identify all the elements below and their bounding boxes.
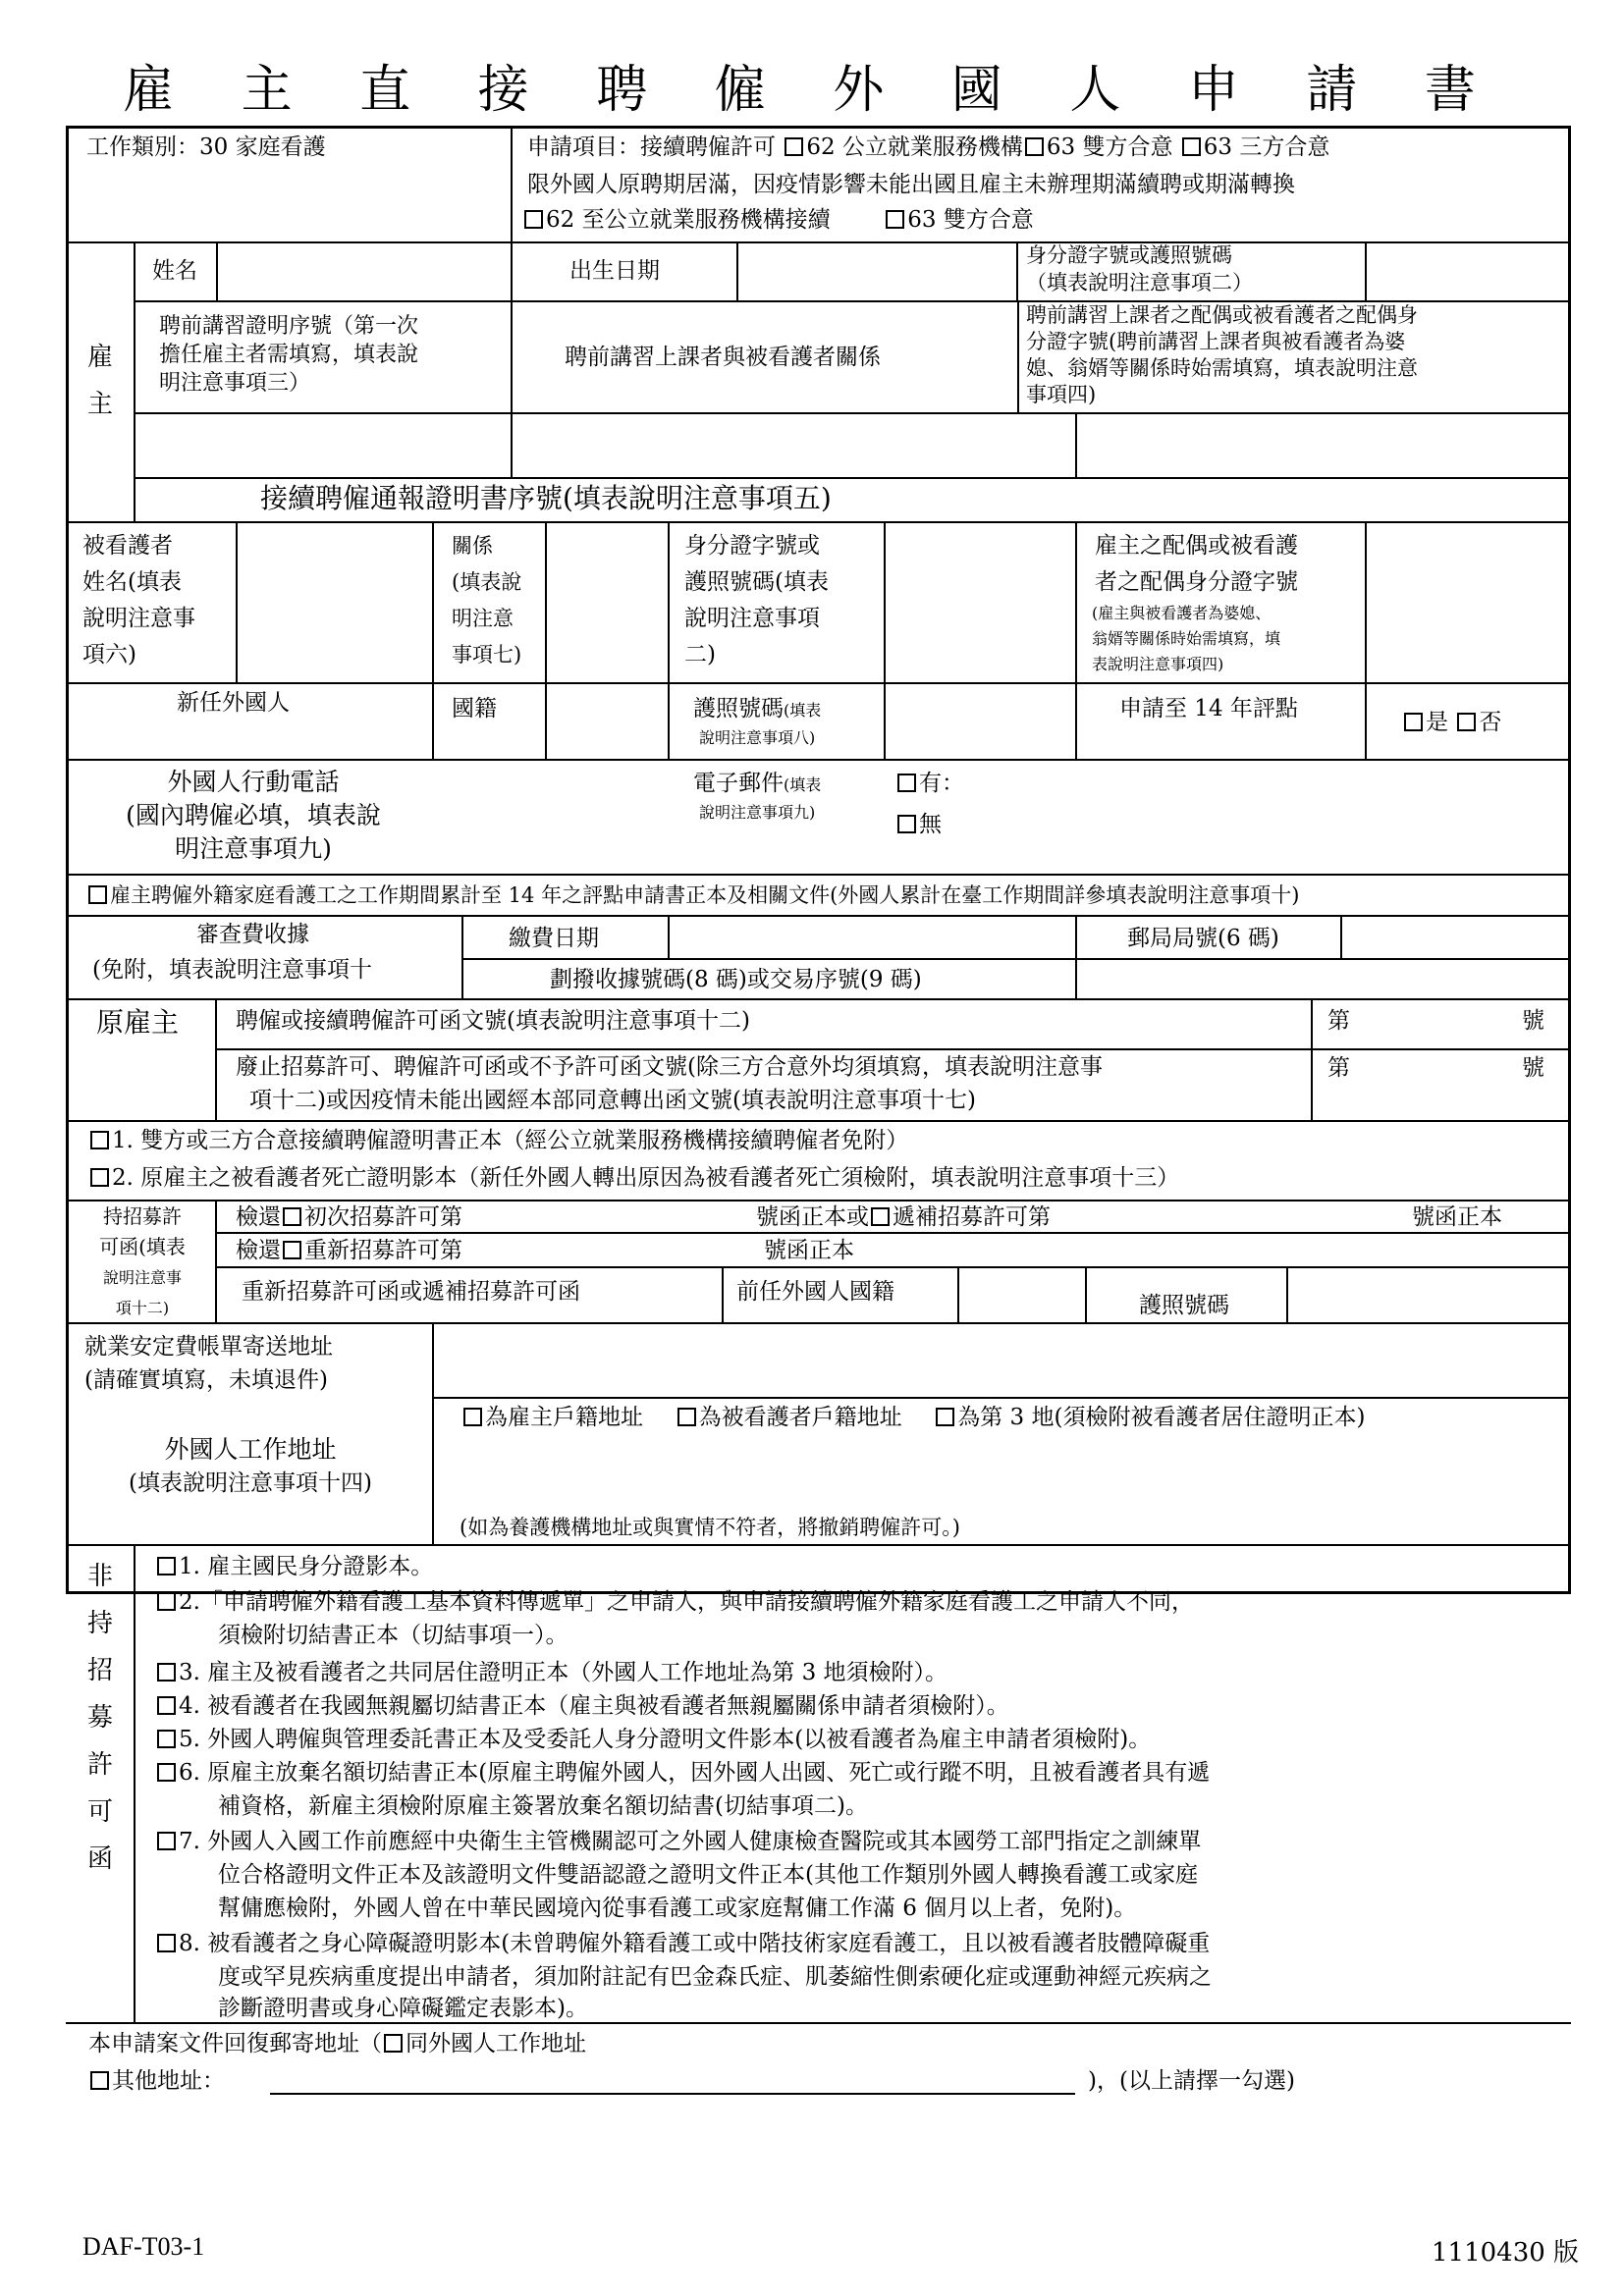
non-permit-item-cont: 診斷證明書或身心障礙鑑定表影本)。 (218, 1996, 588, 2021)
non-permit-item (155, 1826, 1201, 1857)
address-warning: (如為養護機構地址或與實情不符者，將撤銷聘僱許可。) (460, 1516, 960, 1539)
item-text: 1. 雇主國民身分證影本。 (179, 1554, 434, 1579)
rule (215, 998, 217, 1120)
non-permit-item-cont: 幫傭應檢附，外國人曾在中華民國境內從事看護工或家庭幫傭工作滿 6 個月以上者，免附)。 (218, 1896, 1137, 1921)
non-permit-item (155, 1724, 1151, 1755)
label-line: 明注意事項九) (175, 834, 332, 863)
checkbox-63-bilateral-2[interactable] (886, 210, 904, 229)
label-line: 護照號碼(填表 (684, 569, 829, 595)
checkbox-np-3[interactable] (157, 1663, 176, 1682)
pay-date-label: 繳費日期 (509, 926, 599, 951)
label-line: 事項七) (452, 643, 522, 667)
rule (66, 521, 1571, 523)
rule (957, 1266, 959, 1322)
form-code: DAF-T03-1 (82, 2232, 205, 2261)
label-line: 明注意事項三） (159, 371, 311, 396)
non-permit-item-cont: 度或罕見疾病重度提出申請者，須加附註記有巴金森氏症、肌萎縮性側索硬化症或運動神經元疾病之 (218, 1964, 1212, 1990)
opt-label: 63 雙方合意 (1046, 134, 1173, 160)
label-line: 媳、翁婿等關係時始需填寫，填表說明注意 (1026, 356, 1418, 380)
work-address-label (79, 1433, 422, 1500)
checkbox-addr-third[interactable] (936, 1408, 954, 1426)
label-line: 項十二) (115, 1299, 170, 1317)
label-line: 外國人行動電話 (167, 768, 340, 796)
non-permit-item (155, 1551, 433, 1582)
label-line: 項六) (82, 642, 136, 667)
form-title: 雇 主 直 接 聘 僱 外 國 人 申 請 書 (123, 61, 1501, 120)
transfer-no-label: 劃撥收據號碼(8 碼)或交易序號(9 碼) (550, 967, 922, 992)
label-char: 主 (86, 390, 113, 419)
label-line: 持招募許 (103, 1204, 182, 1228)
checkbox-replacement-recruit[interactable] (871, 1207, 890, 1226)
checkbox-63-trilateral[interactable] (1182, 137, 1201, 156)
passport-label (693, 693, 821, 726)
doc-text: 1. 雙方或三方合意接續聘僱證明書正本（經公立就業服務機構接續聘僱者免附） (112, 1128, 909, 1153)
recruit-row1-end: 號函正本 (1412, 1204, 1502, 1230)
rule (511, 241, 513, 477)
checkbox-np-8[interactable] (157, 1934, 176, 1952)
rule (545, 682, 547, 759)
email-label (693, 768, 821, 801)
rule (511, 126, 513, 241)
non-permit-item-cont: 須檢附切結書正本（切結事項一）。 (218, 1623, 568, 1648)
label-line: 事項四) (1026, 383, 1097, 406)
employer-id-label (1026, 241, 1253, 296)
rule (1075, 412, 1077, 477)
receipt-label: 審查費收據 (196, 922, 309, 947)
label-line: （填表說明注意事項二） (1026, 271, 1253, 294)
care-recipient-spouse-note (1092, 601, 1280, 677)
row-text: 檢還 (236, 1238, 281, 1263)
label-line: 聘前講習上課者之配偶或被看護者之配偶身 (1026, 303, 1418, 327)
form-version: 1110430 版 (1432, 2238, 1580, 2268)
checkbox-np-4[interactable] (157, 1696, 176, 1715)
item-text: 4. 被看護者在我國無親屬切結書正本（雇主與被看護者無親屬關係申請者須檢附）。 (179, 1693, 1009, 1719)
label-line: 姓名(填表 (82, 569, 182, 595)
restriction-note: 限外國人原聘期居滿，因疫情影響未能出國且雇主未辦理期滿續聘或期滿轉換 (527, 172, 1295, 197)
opt-label: 62 至公立就業服務機構接續 (546, 207, 831, 233)
rule (461, 915, 463, 998)
label-line: (國內聘僱必填，填表說 (126, 801, 381, 829)
apply-item-row (527, 132, 1329, 163)
rule (236, 521, 238, 682)
rule (1017, 300, 1019, 412)
label-line: 翁婿等關係時始需填寫，填 (1092, 629, 1281, 648)
prev-nationality-label: 前任外國人國籍 (736, 1279, 894, 1305)
label-char: 招 (86, 1656, 113, 1685)
checkbox-62-public[interactable] (785, 137, 803, 156)
checkbox-mail-other[interactable] (90, 2071, 109, 2090)
rule (215, 1266, 1571, 1268)
checkbox-np-6[interactable] (157, 1763, 176, 1782)
work-category: 工作類別：30 家庭看護 (86, 134, 326, 160)
label-line: 說明注意事項 (684, 606, 820, 631)
checkbox-doc-a2[interactable] (90, 1168, 109, 1187)
label-char: 可 (86, 1797, 113, 1827)
opt-label: 無 (919, 812, 942, 837)
rule (134, 412, 1571, 414)
revoke-no-suffix: 號 (1522, 1055, 1544, 1081)
rule (1340, 915, 1342, 958)
label-char: 持 (86, 1609, 113, 1638)
rule (66, 759, 1571, 761)
rule (1365, 521, 1367, 682)
item-text: 3. 雇主及被看護者之共同居住證明正本（外國人工作地址為第 3 地須檢附）。 (179, 1660, 948, 1685)
label-line: (請確實填寫，未填退件) (84, 1367, 328, 1393)
checkbox-addr-recipient[interactable] (677, 1408, 696, 1426)
care-recipient-name-label (82, 528, 195, 673)
checkbox-initial-recruit[interactable] (283, 1207, 301, 1226)
label-line: 關係 (452, 534, 493, 558)
label-line: 擔任雇主者需填寫，填表說 (159, 343, 419, 367)
recruit-row3-label: 重新招募許可函或遞補招募許可函 (242, 1279, 580, 1305)
checkbox-np-1[interactable] (157, 1557, 176, 1575)
label-line: 明注意 (452, 607, 514, 630)
label-line: 說明注意事 (102, 1268, 182, 1287)
original-employer-label: 原雇主 (96, 1006, 180, 1039)
rule (66, 1544, 1571, 1546)
opt-label: 62 公立就業服務機構 (806, 134, 1023, 160)
nationality-label: 國籍 (452, 696, 497, 721)
checkbox-email-no[interactable] (897, 815, 916, 833)
rule (722, 1266, 724, 1322)
passport-label-text: 護照號碼 (693, 696, 784, 721)
passport-note: (填表 (784, 701, 822, 720)
label-line: 外國人工作地址 (164, 1435, 337, 1464)
non-permit-item (155, 1757, 1210, 1789)
label-line: (雇主與被看護者為婆媳、 (1092, 604, 1272, 622)
post-office-label: 郵局局號(6 碼) (1127, 926, 1279, 951)
rule (66, 682, 1571, 684)
item-text: 2.「申請聘僱外籍看護工基本資料傳遞單」之申請人，與申請接續聘僱外籍家庭看護工之申請人不同， (179, 1589, 1194, 1615)
rule (432, 1397, 1571, 1399)
label-line: (填表說 (452, 570, 522, 594)
non-permit-item (155, 1586, 1194, 1618)
permit-no-suffix: 號 (1522, 1008, 1544, 1034)
mailing-tail: )，(以上請擇一勾選) (1088, 2068, 1295, 2094)
training-spouse-label (1026, 302, 1418, 408)
rule (1075, 915, 1077, 998)
rule (1286, 1266, 1288, 1322)
rule (215, 1200, 217, 1322)
checkbox-62-transfer[interactable] (524, 210, 543, 229)
label-line: 雇主之配偶或被看護 (1095, 533, 1298, 559)
label-line: 表說明注意事項四) (1092, 655, 1224, 673)
email-no (895, 809, 942, 840)
opt-label: 63 三方合意 (1203, 134, 1330, 160)
checkbox-re-recruit[interactable] (283, 1241, 301, 1259)
new-worker-label: 新任外國人 (177, 690, 290, 716)
rule (66, 998, 1571, 1000)
points-yes-no (1402, 707, 1501, 738)
checkbox-63-bilateral[interactable] (1025, 137, 1044, 156)
row-text: 檢還 (236, 1204, 281, 1230)
label-char: 許 (86, 1750, 113, 1780)
email-yes (895, 768, 964, 799)
row-text: 號函正本或 (756, 1204, 869, 1230)
continuation-notice-label: 接續聘僱通報證明書序號(填表說明注意事項五) (260, 482, 832, 514)
rule (1075, 521, 1077, 682)
label-line: 廢止招募許可、聘僱許可函或不予許可函文號(除三方合意外均須填寫，填表說明注意事 (236, 1054, 1103, 1080)
rule (432, 521, 434, 759)
rule (668, 915, 670, 958)
checkbox-doc-a1[interactable] (90, 1131, 109, 1149)
checkbox-np-2[interactable] (157, 1592, 176, 1611)
label-char: 非 (86, 1562, 113, 1591)
employer-dob-label: 出生日期 (569, 258, 660, 284)
training-relation-label: 聘前講習上課者與被看護者關係 (565, 345, 881, 370)
rule (1016, 241, 1018, 300)
label-char: 函 (86, 1844, 113, 1874)
rule (736, 241, 738, 300)
checkbox-np-5[interactable] (157, 1730, 176, 1748)
receipt-note: (免附，填表說明注意事項十 (92, 957, 372, 983)
rule (66, 2022, 1571, 2024)
rule (134, 1544, 135, 2022)
label-char: 募 (86, 1703, 113, 1733)
opt-label: 為被看護者戶籍地址 (698, 1405, 902, 1430)
mailing-line1 (88, 2028, 586, 2059)
rule (1075, 682, 1077, 759)
checkbox-addr-employer[interactable] (463, 1408, 482, 1426)
item-text: 6. 原雇主放棄名額切結書正本(原雇主聘僱外國人，因外國人出國、死亡或行蹤不明，且被看護者具有遞 (179, 1760, 1211, 1786)
opt-label: 是 (1426, 710, 1448, 735)
apply-item-label: 申請項目：接續聘僱許可 (527, 134, 776, 160)
label-line: 身分證字號或護照號碼 (1026, 243, 1232, 267)
item-text: 5. 外國人聘僱與管理委託書正本及受委託人身分證明文件影本(以被看護者為雇主申請者須檢附)。 (179, 1727, 1152, 1752)
email-note-line2: 說明注意事項九) (699, 803, 816, 822)
points-statement-text: 雇主聘僱外籍家庭看護工之工作期間累計至 14 年之評點申請書正本及相關文件(外國人累計在臺工作期間詳參填表說明注意事項十) (110, 883, 1300, 907)
recruit-row1-mid (756, 1201, 1051, 1233)
checkbox-points-statement[interactable] (88, 885, 107, 904)
rule (668, 521, 670, 759)
non-permit-item (155, 1690, 1009, 1722)
checkbox-email-yes[interactable] (897, 774, 916, 792)
rule (216, 241, 218, 300)
bill-address-label (84, 1330, 333, 1397)
non-permit-label (82, 1553, 118, 1883)
label-line: 二) (684, 642, 716, 667)
rule (66, 241, 1571, 243)
non-permit-item-cont: 補資格，新雇主須檢附原雇主簽署放棄名額切結書(切結事項二)。 (218, 1793, 868, 1819)
mailing-text: 本申請案文件回復郵寄地址（ (88, 2031, 382, 2056)
opt-label: 有： (919, 771, 964, 796)
rule (884, 521, 886, 759)
row-text: 重新招募許可第 (304, 1238, 462, 1263)
mailing-text: 同外國人工作地址 (406, 2031, 586, 2056)
mailing-text: 其他地址： (112, 2068, 225, 2094)
permit-no-label: 聘僱或接續聘僱許可函文號(填表說明注意事項十二) (236, 1008, 750, 1034)
rule (1085, 1266, 1087, 1322)
checkbox-mail-same[interactable] (384, 2034, 403, 2053)
opt-label: 否 (1479, 710, 1502, 735)
revoke-label (236, 1050, 1103, 1117)
rule (134, 241, 135, 521)
label-char: 雇 (86, 343, 113, 372)
non-permit-item-cont: 位合格證明文件正本及該證明文件雙語認證之證明文件正本(其他工作類別外國人轉換看護工或家庭 (218, 1862, 1198, 1888)
label-line: 分證字號(聘前講習上課者與被看護者為婆 (1026, 330, 1406, 353)
training-no-label (159, 312, 418, 398)
care-recipient-id-label (684, 528, 829, 673)
row-text: 初次招募許可第 (304, 1204, 462, 1230)
label-line: 說明注意事 (82, 606, 195, 631)
mailing-line2 (88, 2065, 225, 2097)
revoke-no-prefix: 第 (1327, 1055, 1350, 1081)
email-note: (填表 (784, 775, 822, 794)
email-label-text: 電子郵件 (693, 771, 784, 796)
employer-name-label: 姓名 (152, 258, 197, 284)
care-recipient-relation-label (452, 528, 521, 673)
doc-item (88, 1125, 908, 1156)
prev-passport-label: 護照號碼 (1139, 1293, 1229, 1318)
rule (134, 477, 1571, 479)
rule (461, 958, 1571, 960)
label-line: 被看護者 (82, 533, 173, 559)
work-address-options (461, 1402, 1365, 1433)
label-line: 身分證字號或 (684, 533, 820, 559)
checkbox-points-yes[interactable] (1404, 713, 1423, 731)
rule (432, 1322, 434, 1544)
rule (66, 1322, 1571, 1324)
phone-label (86, 766, 420, 866)
doc-text: 2. 原雇主之被看護者死亡證明影本（新任外國人轉出原因為被看護者死亡須檢附，填表說明注意事項十三） (112, 1165, 1180, 1191)
item-text: 7. 外國人入國工作前應經中央衛生主管機關認可之外國人健康檢查醫院或其本國勞工部門指定之訓練單 (179, 1829, 1202, 1854)
label-line: (填表說明注意事項十四) (129, 1470, 372, 1496)
non-permit-item (155, 1928, 1210, 1959)
item-text: 8. 被看護者之身心障礙證明影本(未曾聘僱外籍看護工或中階技術家庭看護工，且以被看護者肢體障礙重 (179, 1931, 1211, 1956)
recruit-permit-label (79, 1201, 206, 1323)
label-line: 可函(填表 (99, 1235, 186, 1258)
label-line: 項十二)或因疫情未能出國經本部同意轉出函文號(填表說明注意事項十七) (249, 1088, 976, 1113)
rule (66, 1120, 1571, 1122)
points-statement (86, 880, 1299, 911)
rule (1365, 682, 1367, 759)
checkbox-points-no[interactable] (1457, 713, 1476, 731)
care-recipient-spouse-id-label (1095, 528, 1298, 601)
non-permit-item (155, 1657, 947, 1688)
doc-item (88, 1162, 1179, 1194)
rule (66, 874, 1571, 876)
transfer-options (522, 204, 1034, 236)
rule (1311, 998, 1313, 1120)
recruit-row1 (236, 1201, 462, 1233)
rule (545, 521, 547, 682)
opt-label: 63 雙方合意 (907, 207, 1034, 233)
other-address-field[interactable] (270, 2093, 1075, 2095)
label-line: 聘前講習證明序號（第一次 (159, 314, 419, 339)
row-text: 遞補招募許可第 (893, 1204, 1051, 1230)
label-line: 者之配偶身分證字號 (1095, 569, 1298, 595)
recruit-row2 (236, 1235, 462, 1266)
checkbox-np-7[interactable] (157, 1832, 176, 1850)
label-line: 就業安定費帳單寄送地址 (84, 1334, 333, 1360)
opt-label: 為雇主戶籍地址 (485, 1405, 643, 1430)
recruit-row2-end: 號函正本 (764, 1238, 854, 1263)
passport-note-line2: 說明注意事項八) (699, 728, 816, 747)
points-label: 申請至 14 年評點 (1119, 696, 1298, 721)
opt-label: 為第 3 地(須檢附被看護者居住證明正本) (957, 1405, 1366, 1430)
permit-no-prefix: 第 (1327, 1008, 1350, 1034)
employer-section-label (82, 334, 118, 428)
rule (66, 915, 1571, 917)
rule (1365, 241, 1367, 300)
